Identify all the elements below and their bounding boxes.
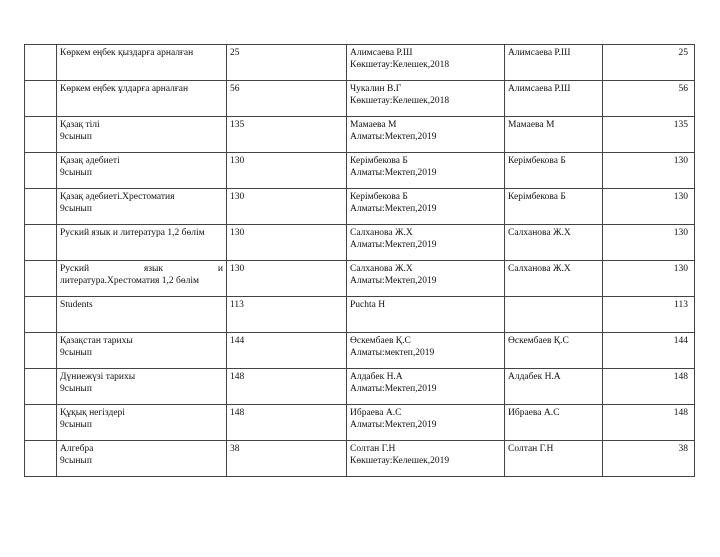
book-title-cell (57, 81, 227, 117)
row-number-cell (25, 81, 57, 117)
row-number-cell (25, 45, 57, 81)
table-row (25, 369, 695, 405)
author-publisher-line: Өскембаев Қ.С (350, 336, 411, 346)
quantity-received-cell: 56 (603, 81, 695, 117)
book-title-line: Қазақ әдебиеті.Хрестоматия (60, 192, 175, 202)
book-title-line: 9сынып (60, 456, 92, 466)
table-body (25, 45, 695, 477)
book-table (24, 44, 695, 477)
table-row (25, 441, 695, 477)
author-publisher-cell (347, 261, 505, 297)
row-number-cell (25, 297, 57, 333)
quantity-cell: 148 (227, 369, 347, 405)
author-publisher-line: Салханова Ж.Х (350, 228, 413, 238)
author-cell: Алимсаева Р.Ш (505, 45, 603, 81)
quantity-cell: 148 (227, 405, 347, 441)
author-publisher-line: Алматы:Мектеп,2019 (350, 132, 437, 142)
table-row (25, 261, 695, 297)
book-title-cell (57, 441, 227, 477)
table-row (25, 117, 695, 153)
author-cell: Мамаева М (505, 117, 603, 153)
author-cell: Ибраева А.С (505, 405, 603, 441)
author-publisher-line: Салханова Ж.Х (350, 264, 413, 274)
book-title-line: Көркем еңбек ұлдарға арналған (60, 84, 189, 94)
table-row (25, 225, 695, 261)
table-row (25, 297, 695, 333)
quantity-received-cell: 130 (603, 189, 695, 225)
book-title-cell (57, 117, 227, 153)
quantity-received-cell: 130 (603, 261, 695, 297)
book-title-cell (57, 261, 227, 297)
author-publisher-line: Алматы:Мектеп,2019 (350, 276, 437, 286)
author-publisher-line: Алматы:Мектеп,2019 (350, 168, 437, 178)
book-title-line: 9сынып (60, 204, 92, 214)
author-publisher-cell (347, 81, 505, 117)
table-row (25, 45, 695, 81)
row-number-cell (25, 261, 57, 297)
book-title-line: Дүниежүзі тарихы (60, 372, 136, 382)
row-number-cell (25, 153, 57, 189)
author-publisher-line: Мамаева М (350, 120, 397, 130)
row-number-cell (25, 405, 57, 441)
quantity-received-cell: 130 (603, 153, 695, 189)
book-title-cell (57, 297, 227, 333)
author-publisher-cell (347, 405, 505, 441)
quantity-received-cell: 113 (603, 297, 695, 333)
quantity-received-cell: 135 (603, 117, 695, 153)
author-publisher-line: Алматы:Мектеп,2019 (350, 384, 437, 394)
author-publisher-line: Алматы:Мектеп,2019 (350, 240, 437, 250)
book-title-cell (57, 333, 227, 369)
quantity-received-cell: 144 (603, 333, 695, 369)
author-publisher-line: Алматы:Мектеп,2019 (350, 420, 437, 430)
quantity-cell: 130 (227, 225, 347, 261)
book-title-line: Қазақстан тарихы (60, 336, 133, 346)
book-title-line: 9сынып (60, 132, 92, 142)
author-publisher-cell (347, 117, 505, 153)
author-publisher-line: Көкшетау:Келешек,2019 (350, 456, 450, 466)
row-number-cell (25, 333, 57, 369)
book-title-cell (57, 45, 227, 81)
author-publisher-line: Солтан Г.Н (350, 444, 396, 454)
table-row (25, 333, 695, 369)
author-cell: Керімбекова Б (505, 153, 603, 189)
author-publisher-line: Көкшетау:Келешек,2018 (350, 96, 450, 106)
quantity-cell: 56 (227, 81, 347, 117)
table-row (25, 153, 695, 189)
book-title-line: Алгебра (60, 444, 94, 454)
author-publisher-line: Алимсаева Р.Ш (350, 48, 413, 58)
quantity-received-cell: 130 (603, 225, 695, 261)
quantity-received-cell: 148 (603, 369, 695, 405)
book-title-line: Көркем еңбек қыздарға арналған (60, 48, 194, 58)
row-number-cell (25, 117, 57, 153)
book-title-line: литература.Хрестоматия 1,2 бөлім (60, 276, 200, 286)
quantity-cell: 113 (227, 297, 347, 333)
author-publisher-line: Алматы:Мектеп,2019 (350, 204, 437, 214)
book-title-line: 9сынып (60, 348, 92, 358)
author-publisher-cell (347, 297, 505, 333)
book-title-line: 9сынып (60, 168, 92, 178)
author-publisher-line: Көкшетау:Келешек,2018 (350, 60, 450, 70)
table-row (25, 405, 695, 441)
quantity-cell: 135 (227, 117, 347, 153)
row-number-cell (25, 369, 57, 405)
author-publisher-line: Puchta H (350, 300, 386, 310)
author-cell: Солтан Г.Н (505, 441, 603, 477)
quantity-cell: 144 (227, 333, 347, 369)
author-publisher-cell (347, 45, 505, 81)
author-publisher-cell (347, 441, 505, 477)
author-cell (505, 297, 603, 333)
author-publisher-cell (347, 369, 505, 405)
quantity-cell: 130 (227, 261, 347, 297)
row-number-cell (25, 189, 57, 225)
author-cell: Өскембаев Қ.С (505, 333, 603, 369)
book-title-cell (57, 225, 227, 261)
author-publisher-line: Алдабек Н.А (350, 372, 403, 382)
author-publisher-line: Ибраева А.С (350, 408, 402, 418)
author-publisher-cell (347, 225, 505, 261)
book-title-line: 9сынып (60, 384, 92, 394)
book-title-line: 9сынып (60, 420, 92, 430)
author-publisher-line: Керімбекова Б (350, 156, 408, 166)
quantity-received-cell: 148 (603, 405, 695, 441)
book-title-line: Руский язык и литература 1,2 бөлім (60, 228, 205, 238)
book-title-cell (57, 153, 227, 189)
author-publisher-cell (347, 333, 505, 369)
book-title-cell (57, 405, 227, 441)
quantity-received-cell: 25 (603, 45, 695, 81)
author-cell: Алдабек Н.А (505, 369, 603, 405)
quantity-cell: 130 (227, 189, 347, 225)
row-number-cell (25, 441, 57, 477)
author-cell: Салханова Ж.Х (505, 225, 603, 261)
author-cell: Салханова Ж.Х (505, 261, 603, 297)
author-cell: Алимсаева Р.Ш (505, 81, 603, 117)
author-cell: Керімбекова Б (505, 189, 603, 225)
table-row (25, 189, 695, 225)
book-title-line: Students (60, 300, 93, 310)
quantity-cell: 38 (227, 441, 347, 477)
book-title-line: Құқық негіздері (60, 408, 125, 418)
row-number-cell (25, 225, 57, 261)
author-publisher-line: Чукалин В.Г (350, 84, 402, 94)
quantity-received-cell: 38 (603, 441, 695, 477)
book-title-cell (57, 189, 227, 225)
author-publisher-cell (347, 189, 505, 225)
book-title-line: Қазақ тілі (60, 120, 100, 130)
book-title-line: Руский язык и (60, 264, 223, 274)
quantity-cell: 130 (227, 153, 347, 189)
author-publisher-cell (347, 153, 505, 189)
table-row (25, 81, 695, 117)
quantity-cell: 25 (227, 45, 347, 81)
book-title-line: Қазақ әдебиеті (60, 156, 120, 166)
author-publisher-line: Алматы:мектеп,2019 (350, 348, 435, 358)
book-title-cell (57, 369, 227, 405)
author-publisher-line: Керімбекова Б (350, 192, 408, 202)
